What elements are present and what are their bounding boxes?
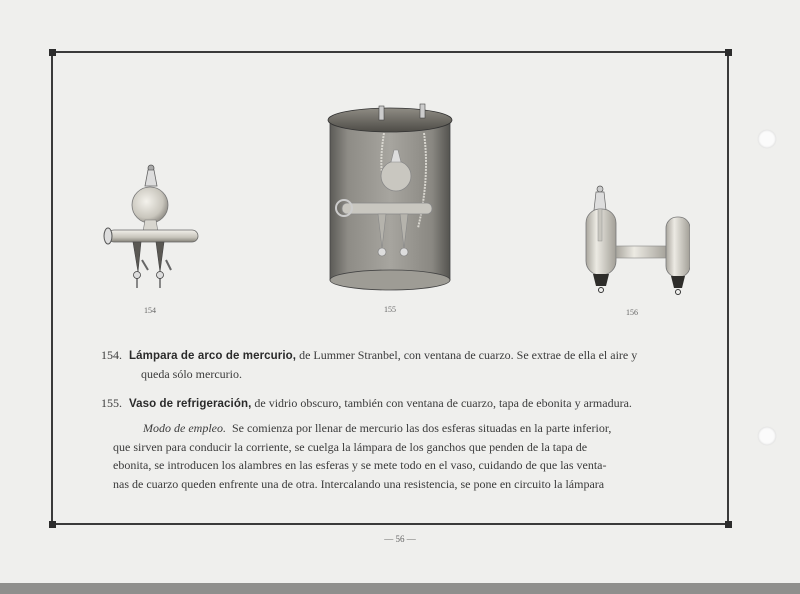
binder-hole-top [758,130,776,148]
frame-corner-tl [49,49,56,56]
frame-corner-tr [725,49,732,56]
entry-154-text: de Lummer Stranbel, con ventana de cuarzo. Se extrae de ella el aire y [296,348,638,362]
entry-155-number: 155. [101,396,122,410]
figure-155-label: 155 [384,305,396,314]
figure-156-label: 156 [626,308,638,317]
usage-line-3: ebonita, se introducen los alambres en las esferas y se mete todo en el vaso, cuidando de que las venta- [113,458,607,472]
entry-155-text: de vidrio obscuro, también con ventana de cuarzo, tapa de ebonita y armadura. [251,396,632,410]
entry-154-title: Lámpara de arco de mercurio, [129,350,297,362]
entry-155 [101,394,701,413]
entry-155-title: Vaso de refrigeración, [129,398,252,410]
usage-heading: Modo de empleo. [143,421,226,435]
frame-right [727,52,729,524]
figure-156-twin-bulb-tube [580,184,690,299]
figure-154-label: 154 [144,306,156,315]
frame-bottom [52,523,730,525]
frame-corner-br [725,521,732,528]
entry-154-number: 154. [101,348,122,362]
frame-corner-bl [49,521,56,528]
usage-line-4: nas de cuarzo queden enfrente una de otra. Intercalando una resistencia, se pone en circuito la lámpara [113,476,605,491]
frame-left [51,52,53,524]
usage-line-2: que sirven para conducir la corriente, se cuelga la lámpara de los ganchos que penden de la tapa de [113,439,588,454]
page-number: — 56 — [384,534,416,544]
figure-154-mercury-arc-lamp [98,160,203,295]
usage-paragraph [113,419,693,493]
entry-154 [101,346,701,383]
figure-155-cooling-vessel [320,98,460,298]
binder-hole-bottom [758,427,776,445]
entry-154-text-cont: queda sólo mercurio. [141,367,242,381]
usage-line-1: Se comienza por llenar de mercurio las dos esferas situadas en la parte inferior, [231,421,612,435]
scan-bottom-edge [0,583,800,594]
frame-top [52,51,730,53]
